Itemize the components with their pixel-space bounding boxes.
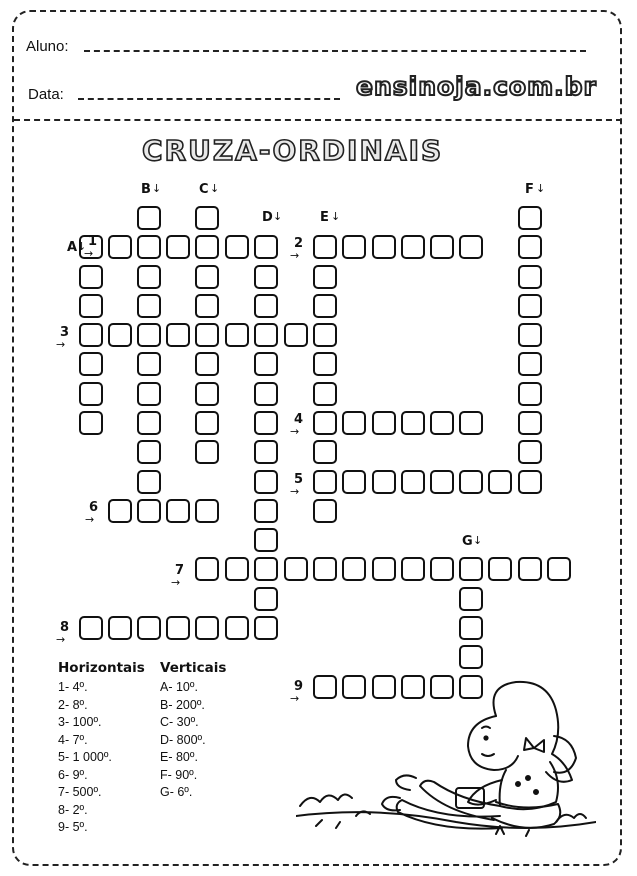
crossword-cell[interactable] — [254, 352, 278, 376]
crossword-cell[interactable] — [342, 411, 366, 435]
crossword-cell[interactable] — [313, 499, 337, 523]
clue-item: E- 80º. — [160, 750, 198, 764]
crossword-cell[interactable] — [254, 499, 278, 523]
crossword-cell[interactable] — [518, 352, 542, 376]
crossword-cell[interactable] — [195, 352, 219, 376]
crossword-cell[interactable] — [430, 235, 454, 259]
crossword-cell[interactable] — [108, 499, 132, 523]
crossword-cell[interactable] — [372, 411, 396, 435]
crossword-cell[interactable] — [79, 352, 103, 376]
crossword-cell[interactable] — [459, 235, 483, 259]
crossword-cell[interactable] — [313, 294, 337, 318]
clue-item: A- 10º. — [160, 680, 198, 694]
crossword-cell[interactable] — [137, 352, 161, 376]
crossword-cell[interactable] — [79, 616, 103, 640]
horizontal-clues — [58, 660, 145, 838]
crossword-cell[interactable] — [195, 499, 219, 523]
crossword-cell[interactable] — [430, 411, 454, 435]
crossword-cell[interactable] — [225, 235, 249, 259]
crossword-cell[interactable] — [108, 616, 132, 640]
girl-illustration — [296, 676, 596, 846]
crossword-cell[interactable] — [372, 557, 396, 581]
crossword-cell[interactable] — [195, 440, 219, 464]
clue-item: 8- 2º. — [58, 802, 88, 817]
clue-item: 3- 100º. — [58, 715, 102, 729]
down-arrow-icon: ↓ — [273, 210, 283, 223]
right-arrow-icon: → — [85, 513, 95, 526]
crossword-cell[interactable] — [401, 235, 425, 259]
crossword-cell[interactable] — [137, 235, 161, 259]
vertical-clues-title: Verticais — [160, 660, 227, 676]
label-G: G — [462, 534, 473, 549]
right-arrow-icon: → — [290, 249, 300, 262]
crossword-cell[interactable] — [518, 557, 542, 581]
crossword-cell[interactable] — [518, 265, 542, 289]
crossword-cell[interactable] — [313, 323, 337, 347]
clue-item: B- 200º. — [160, 697, 205, 712]
right-arrow-icon: → — [56, 338, 66, 351]
down-arrow-icon: ↓ — [536, 182, 546, 195]
crossword-cell[interactable] — [401, 470, 425, 494]
crossword-cell[interactable] — [518, 235, 542, 259]
crossword-cell[interactable] — [108, 323, 132, 347]
date-line[interactable] — [78, 98, 340, 100]
crossword-cell[interactable] — [137, 294, 161, 318]
crossword-cell[interactable] — [79, 294, 103, 318]
crossword-cell[interactable] — [401, 411, 425, 435]
clue-item: 4- 7º. — [58, 732, 88, 747]
crossword-cell[interactable] — [108, 235, 132, 259]
crossword-cell[interactable] — [254, 616, 278, 640]
crossword-cell[interactable] — [137, 470, 161, 494]
crossword-cell[interactable] — [459, 470, 483, 494]
crossword-cell[interactable] — [254, 470, 278, 494]
crossword-cell[interactable] — [372, 470, 396, 494]
crossword-cell[interactable] — [313, 235, 337, 259]
crossword-cell[interactable] — [195, 411, 219, 435]
horizontal-clues-title: Horizontais — [58, 660, 145, 676]
clue-item: 1- 4º. — [58, 680, 88, 694]
student-name-line[interactable] — [84, 50, 586, 52]
crossword-cell[interactable] — [225, 557, 249, 581]
crossword-cell[interactable] — [137, 440, 161, 464]
clue-item: D- 800º. — [160, 732, 206, 747]
down-arrow-icon: ↓ — [210, 182, 220, 195]
date-label: Data: — [28, 86, 64, 103]
crossword-cell[interactable] — [313, 352, 337, 376]
crossword-cell[interactable] — [166, 499, 190, 523]
crossword-cell[interactable] — [195, 206, 219, 230]
label-E: E — [320, 210, 329, 225]
crossword-cell[interactable] — [342, 470, 366, 494]
label-6: 6 — [89, 500, 99, 515]
label-A: A — [67, 240, 78, 255]
crossword-cell[interactable] — [518, 382, 542, 406]
clue-item: 5- 1 000º. — [58, 750, 112, 764]
clue-item: 6- 9º. — [58, 767, 88, 782]
crossword-cell[interactable] — [254, 528, 278, 552]
crossword-cell[interactable] — [313, 265, 337, 289]
crossword-cell[interactable] — [195, 382, 219, 406]
label-7: 7 — [175, 563, 185, 578]
clue-item: G- 6º. — [160, 785, 193, 799]
crossword-cell[interactable] — [254, 294, 278, 318]
crossword-cell[interactable] — [254, 411, 278, 435]
right-arrow-icon: → — [290, 692, 300, 705]
header-divider — [14, 119, 622, 121]
crossword-cell[interactable] — [459, 557, 483, 581]
crossword-cell[interactable] — [459, 616, 483, 640]
crossword-cell[interactable] — [254, 587, 278, 611]
crossword-cell[interactable] — [284, 557, 308, 581]
crossword-cell[interactable] — [284, 323, 308, 347]
label-F: F — [525, 182, 534, 197]
crossword-cell[interactable] — [137, 382, 161, 406]
label-8: 8 — [60, 620, 70, 635]
crossword-cell[interactable] — [254, 440, 278, 464]
crossword-cell[interactable] — [254, 557, 278, 581]
crossword-cell[interactable] — [430, 470, 454, 494]
crossword-cell[interactable] — [518, 470, 542, 494]
crossword-cell[interactable] — [195, 265, 219, 289]
crossword-cell[interactable] — [195, 323, 219, 347]
right-arrow-icon: → — [290, 425, 300, 438]
vertical-clues — [160, 660, 226, 803]
clue-item: F- 90º. — [160, 767, 198, 782]
crossword-cell[interactable] — [459, 587, 483, 611]
brand-logo: ensinoja.com.br — [356, 72, 597, 101]
crossword-cell[interactable] — [79, 265, 103, 289]
crossword-cell[interactable] — [313, 382, 337, 406]
crossword-cell[interactable] — [518, 411, 542, 435]
crossword-cell[interactable] — [79, 411, 103, 435]
crossword-cell[interactable] — [254, 235, 278, 259]
crossword-cell[interactable] — [137, 265, 161, 289]
crossword-cell[interactable] — [459, 645, 483, 669]
crossword-cell[interactable] — [166, 616, 190, 640]
crossword-cell[interactable] — [195, 235, 219, 259]
down-arrow-icon: ↓ — [152, 182, 162, 195]
crossword-cell[interactable] — [137, 323, 161, 347]
crossword-cell[interactable] — [459, 411, 483, 435]
label-4: 4 — [294, 412, 304, 427]
crossword-cell[interactable] — [225, 323, 249, 347]
right-arrow-icon: → — [171, 576, 181, 589]
label-5: 5 — [294, 472, 304, 487]
crossword-cell[interactable] — [166, 235, 190, 259]
right-arrow-icon: → — [84, 247, 94, 260]
down-arrow-icon: ↓ — [77, 240, 87, 253]
right-arrow-icon: → — [56, 633, 66, 646]
crossword-cell[interactable] — [547, 557, 571, 581]
down-arrow-icon: ↓ — [473, 534, 483, 547]
crossword-cell[interactable] — [137, 499, 161, 523]
label-D: D — [262, 210, 273, 225]
crossword-cell[interactable] — [137, 206, 161, 230]
clue-item: 7- 500º. — [58, 785, 102, 799]
crossword-cell[interactable] — [195, 294, 219, 318]
label-3: 3 — [60, 325, 70, 340]
crossword-cell[interactable] — [518, 206, 542, 230]
crossword-cell[interactable] — [372, 235, 396, 259]
label-1: 1 — [88, 234, 98, 249]
label-2: 2 — [294, 236, 304, 251]
crossword-cell[interactable] — [195, 557, 219, 581]
crossword-cell[interactable] — [518, 294, 542, 318]
crossword-cell[interactable] — [195, 616, 219, 640]
student-label: Aluno: — [26, 38, 69, 55]
crossword-cell[interactable] — [313, 411, 337, 435]
crossword-cell[interactable] — [313, 440, 337, 464]
clue-item: 9- 5º. — [58, 820, 88, 834]
crossword-cell[interactable] — [342, 235, 366, 259]
crossword-cell[interactable] — [488, 470, 512, 494]
crossword-cell[interactable] — [137, 616, 161, 640]
crossword-cell[interactable] — [313, 557, 337, 581]
right-arrow-icon: → — [290, 485, 300, 498]
crossword-cell[interactable] — [137, 411, 161, 435]
crossword-cell[interactable] — [342, 557, 366, 581]
clue-item: C- 30º. — [160, 715, 199, 729]
crossword-cell[interactable] — [488, 557, 512, 581]
label-9: 9 — [294, 679, 304, 694]
crossword-cell[interactable] — [518, 323, 542, 347]
label-B: B — [141, 182, 151, 197]
crossword-cell[interactable] — [254, 323, 278, 347]
crossword-cell[interactable] — [313, 470, 337, 494]
page-title: CRUZA-ORDINAIS — [142, 134, 444, 167]
crossword-cell[interactable] — [518, 440, 542, 464]
crossword-cell[interactable] — [79, 382, 103, 406]
crossword-cell[interactable] — [401, 557, 425, 581]
crossword-cell[interactable] — [430, 557, 454, 581]
clue-item: 2- 8º. — [58, 697, 88, 712]
down-arrow-icon: ↓ — [331, 210, 341, 223]
crossword-cell[interactable] — [254, 382, 278, 406]
crossword-cell[interactable] — [225, 616, 249, 640]
crossword-cell[interactable] — [166, 323, 190, 347]
crossword-cell[interactable] — [254, 265, 278, 289]
label-C: C — [199, 182, 209, 197]
crossword-cell[interactable] — [79, 323, 103, 347]
